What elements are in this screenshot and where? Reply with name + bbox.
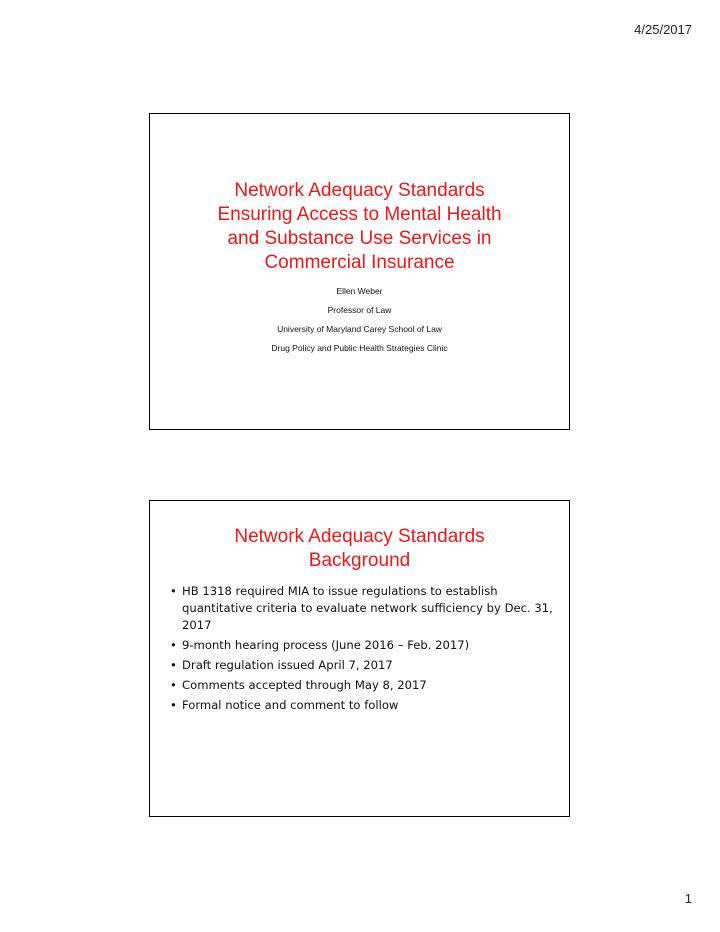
bullet-item <box>170 637 555 654</box>
slide-background <box>149 500 570 817</box>
slide-title-line: Commercial Insurance <box>264 252 455 273</box>
page-number: 1 <box>684 891 692 906</box>
presenter-school: University of Maryland Carey School of Law <box>277 324 442 334</box>
bullet-item <box>170 583 555 634</box>
bullet-icon: • <box>170 638 177 652</box>
slide-title-line: Network Adequacy Standards <box>234 526 485 547</box>
presenter-clinic: Drug Policy and Public Health Strategies Clinic <box>271 343 448 353</box>
bullet-list <box>170 583 555 717</box>
slide-title-line: Background <box>308 550 411 571</box>
page-date: 4/25/2017 <box>634 22 692 37</box>
presenter-info <box>150 282 569 358</box>
bullet-icon: • <box>170 698 177 712</box>
presenter-name: Ellen Weber <box>336 286 383 296</box>
bullet-text: Comments accepted through May 8, 2017 <box>182 678 427 692</box>
bullet-item <box>170 657 555 674</box>
bullet-text: 9-month hearing process (June 2016 – Feb. 2017) <box>182 638 470 652</box>
slide-title-line: Ensuring Access to Mental Health <box>217 204 502 225</box>
bullet-icon: • <box>170 678 177 692</box>
slide-title-slide <box>149 113 570 430</box>
presenter-role: Professor of Law <box>327 305 392 315</box>
slide-title <box>150 179 569 275</box>
slide-title-line: and Substance Use Services in <box>227 228 492 249</box>
bullet-text: HB 1318 required MIA to issue regulations to establish quantitative criteria to evaluate network sufficiency by Dec. 31, 2017 <box>182 584 553 632</box>
bullet-text: Draft regulation issued April 7, 2017 <box>182 658 393 672</box>
bullet-item <box>170 677 555 694</box>
slide-title <box>150 525 569 573</box>
bullet-icon: • <box>170 584 177 598</box>
bullet-item <box>170 697 555 714</box>
bullet-icon: • <box>170 658 177 672</box>
slide-title-line: Network Adequacy Standards <box>234 180 485 201</box>
bullet-text: Formal notice and comment to follow <box>182 698 399 712</box>
